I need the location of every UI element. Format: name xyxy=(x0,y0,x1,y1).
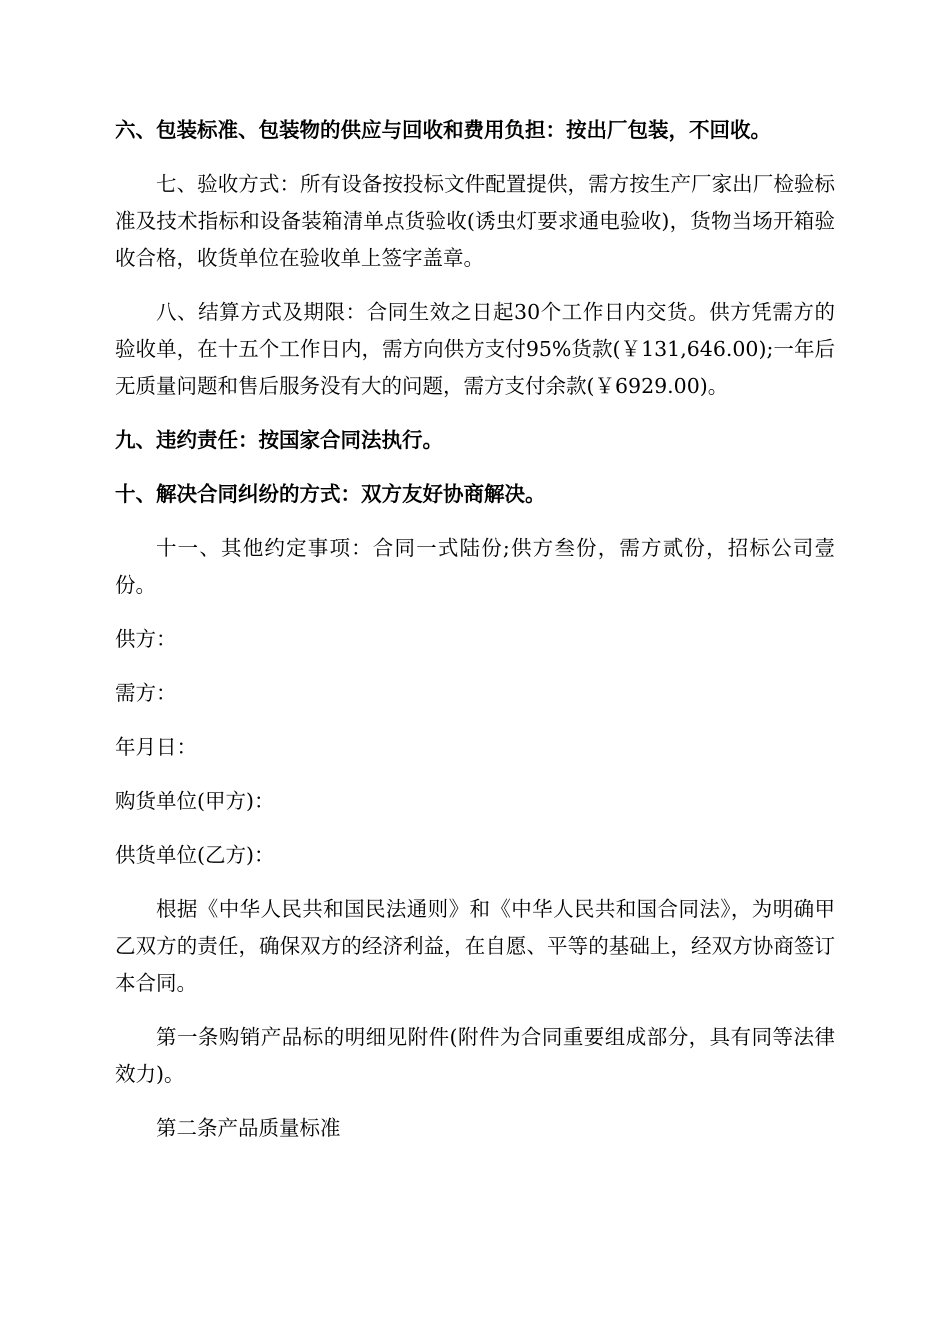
clause-9-liability: 九、违约责任：按国家合同法执行。 xyxy=(115,428,443,452)
buyer-label: 需方： xyxy=(115,681,177,705)
purchaser-party-a-label: 购货单位(甲方)： xyxy=(115,789,275,813)
clause-10-disputes: 十、解决合同纠纷的方式：双方友好协商解决。 xyxy=(115,482,546,506)
document-page xyxy=(115,112,835,1164)
clause-6-packaging: 六、包装标准、包装物的供应与回收和费用负担：按出厂包装，不回收。 xyxy=(115,118,771,142)
supplier-label: 供方： xyxy=(115,627,177,651)
article-2-heading: 第二条产品质量标准 xyxy=(156,1116,341,1140)
vendor-party-b-label: 供货单位(乙方)： xyxy=(115,843,275,867)
article-1: 第一条购销产品标的明细见附件(附件为合同重要组成部分，具有同等法律效力)。 xyxy=(115,1025,835,1086)
clause-7-acceptance: 七、验收方式：所有设备按投标文件配置提供，需方按生产厂家出厂检验标准及技术指标和设备装箱清单点货验收(诱虫灯要求通电验收)，货物当场开箱验收合格，收货单位在验收单上签字盖章。 xyxy=(115,172,835,270)
date-label: 年月日： xyxy=(115,735,197,759)
preamble-paragraph: 根据《中华人民共和国民法通则》和《中华人民共和国合同法》，为明确甲乙双方的责任，确保双方的经济利益，在自愿、平等的基础上，经双方协商签订本合同。 xyxy=(115,897,835,995)
clause-8-settlement: 八、结算方式及期限：合同生效之日起30个工作日内交货。供方凭需方的验收单，在十五个工作日内，需方向供方支付95%货款(￥131,646.00);一年后无质量问题和售后服务没有大的问题，需方支付余款(￥6929.00)。 xyxy=(115,300,835,398)
clause-11-other: 十一、其他约定事项：合同一式陆份;供方叁份，需方贰份，招标公司壹份。 xyxy=(115,536,835,597)
